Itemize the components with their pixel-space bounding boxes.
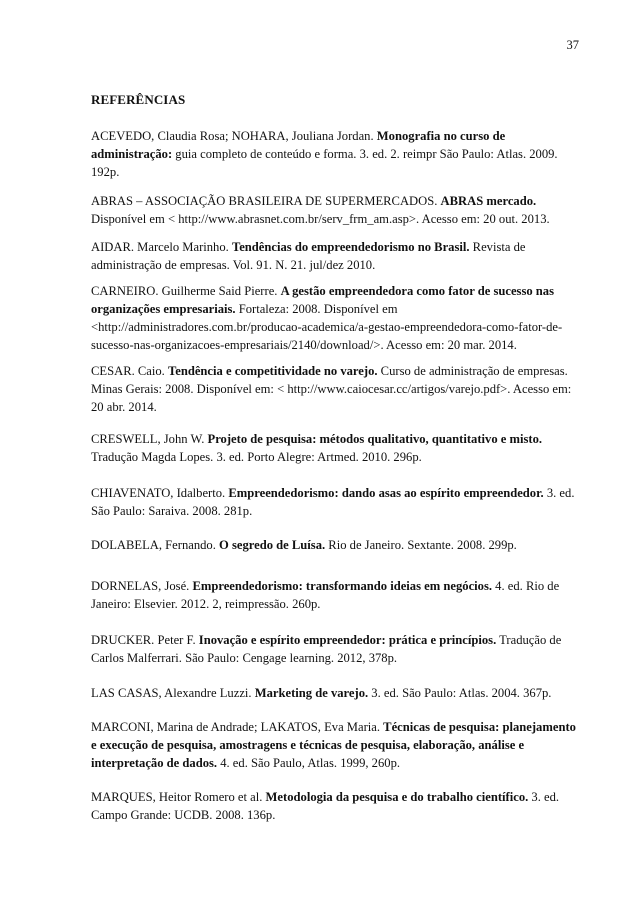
reference-title: Tendências do empreendedorismo no Brasil.	[231, 240, 470, 254]
reference-entry-las-casas	[91, 684, 581, 702]
reference-details: 3. ed. Campo Grande: UCDB. 2008. 136p.	[91, 790, 560, 822]
reference-details: 3. ed. São Paulo: Saraiva. 2008. 281p.	[91, 486, 575, 518]
reference-details: Disponível em < http://www.abrasnet.com.br/serv_frm_am.asp>. Acesso em: 20 out. 2013.	[91, 212, 550, 226]
page-number: 37	[566, 38, 579, 52]
reference-details: 4. ed. Rio de Janeiro: Elsevier. 2012. 2, reimpressão. 260p.	[91, 579, 560, 611]
reference-authors: AIDAR. Marcelo Marinho.	[91, 240, 232, 254]
reference-title: Marketing de varejo.	[254, 686, 369, 700]
reference-authors: CHIAVENATO, Idalberto.	[91, 486, 229, 500]
reference-entry-dornelas	[91, 577, 581, 613]
reference-title: Tendência e competitividade no varejo.	[167, 364, 378, 378]
reference-details: Tradução de Carlos Malferrari. São Paulo: Cengage learning. 2012, 378p.	[91, 633, 562, 665]
reference-authors: MARCONI, Marina de Andrade; LAKATOS, Eva Maria.	[91, 720, 384, 734]
reference-authors: MARQUES, Heitor Romero et al.	[91, 790, 266, 804]
reference-entry-drucker	[91, 631, 581, 667]
reference-authors: DORNELAS, José.	[91, 579, 193, 593]
reference-authors: LAS CASAS, Alexandre Luzzi.	[91, 686, 255, 700]
reference-entry-aidar	[91, 238, 581, 274]
reference-details: guia completo de conteúdo e forma. 3. ed. 2. reimpr São Paulo: Atlas. 2009. 192p.	[91, 147, 558, 179]
reference-details: Tradução Magda Lopes. 3. ed. Porto Alegre: Artmed. 2010. 296p.	[91, 450, 422, 464]
reference-details: Curso de administração de empresas. Minas Gerais: 2008. Disponível em: < http://www.caiocesar.cc/artigos/varejo.pdf>. Acesso em: 20 abr. 2014.	[91, 364, 572, 414]
reference-title: Empreendedorismo: transformando ideias em negócios.	[192, 579, 493, 593]
reference-authors: ACEVEDO, Claudia Rosa; NOHARA, Jouliana Jordan.	[91, 129, 377, 143]
reference-entry-marques	[91, 788, 581, 824]
reference-entry-cesar	[91, 362, 581, 416]
reference-entry-dolabela	[91, 536, 581, 554]
reference-entry-chiavenato	[91, 484, 581, 520]
reference-authors: DOLABELA, Fernando.	[91, 538, 220, 552]
reference-title: Projeto de pesquisa: métodos qualitativo, quantitativo e misto.	[207, 432, 543, 446]
reference-title: ABRAS mercado.	[440, 194, 537, 208]
reference-title: Inovação e espírito empreendedor: prática e princípios.	[198, 633, 497, 647]
reference-authors: CARNEIRO. Guilherme Said Pierre.	[91, 284, 281, 298]
reference-details: Rio de Janeiro. Sextante. 2008. 299p.	[325, 538, 517, 552]
reference-entry-creswell	[91, 430, 581, 466]
reference-details: 3. ed. São Paulo: Atlas. 2004. 367p.	[368, 686, 552, 700]
reference-title: Empreendedorismo: dando asas ao espírito empreendedor.	[228, 486, 544, 500]
reference-entry-marconi	[91, 718, 581, 772]
reference-details: Revista de administração de empresas. Vol. 91. N. 21. jul/dez 2010.	[91, 240, 526, 272]
reference-title: O segredo de Luísa.	[219, 538, 326, 552]
reference-authors: ABRAS – ASSOCIAÇÃO BRASILEIRA DE SUPERMERCADOS.	[91, 194, 441, 208]
reference-entry-carneiro	[91, 282, 581, 354]
reference-title: Metodologia da pesquisa e do trabalho científico.	[265, 790, 529, 804]
reference-authors: DRUCKER. Peter F.	[91, 633, 199, 647]
reference-entry-abras	[91, 192, 581, 228]
reference-title: A gestão empreendedora como fator de sucesso nas organizações empresariais.	[91, 284, 554, 316]
reference-entry-acevedo	[91, 127, 581, 181]
reference-title: Monografia no curso de administração:	[91, 129, 506, 161]
reference-authors: CESAR. Caio.	[91, 364, 168, 378]
reference-details: 4. ed. São Paulo, Atlas. 1999, 260p.	[217, 756, 401, 770]
reference-details: Fortaleza: 2008. Disponível em <http://administradores.com.br/producao-academica/a-gestao-empreendedora-como-fator-de-sucesso-nas-organizacoes-empresariais/2140/download/>. Acesso em: 20 mar. 2014.	[91, 302, 563, 352]
reference-title: Técnicas de pesquisa: planejamento e execução de pesquisa, amostragens e técnicas de pesquisa, elaboração, análise e interpretação de dados.	[91, 720, 576, 770]
reference-authors: CRESWELL, John W.	[91, 432, 208, 446]
references-heading: REFERÊNCIAS	[91, 92, 186, 107]
